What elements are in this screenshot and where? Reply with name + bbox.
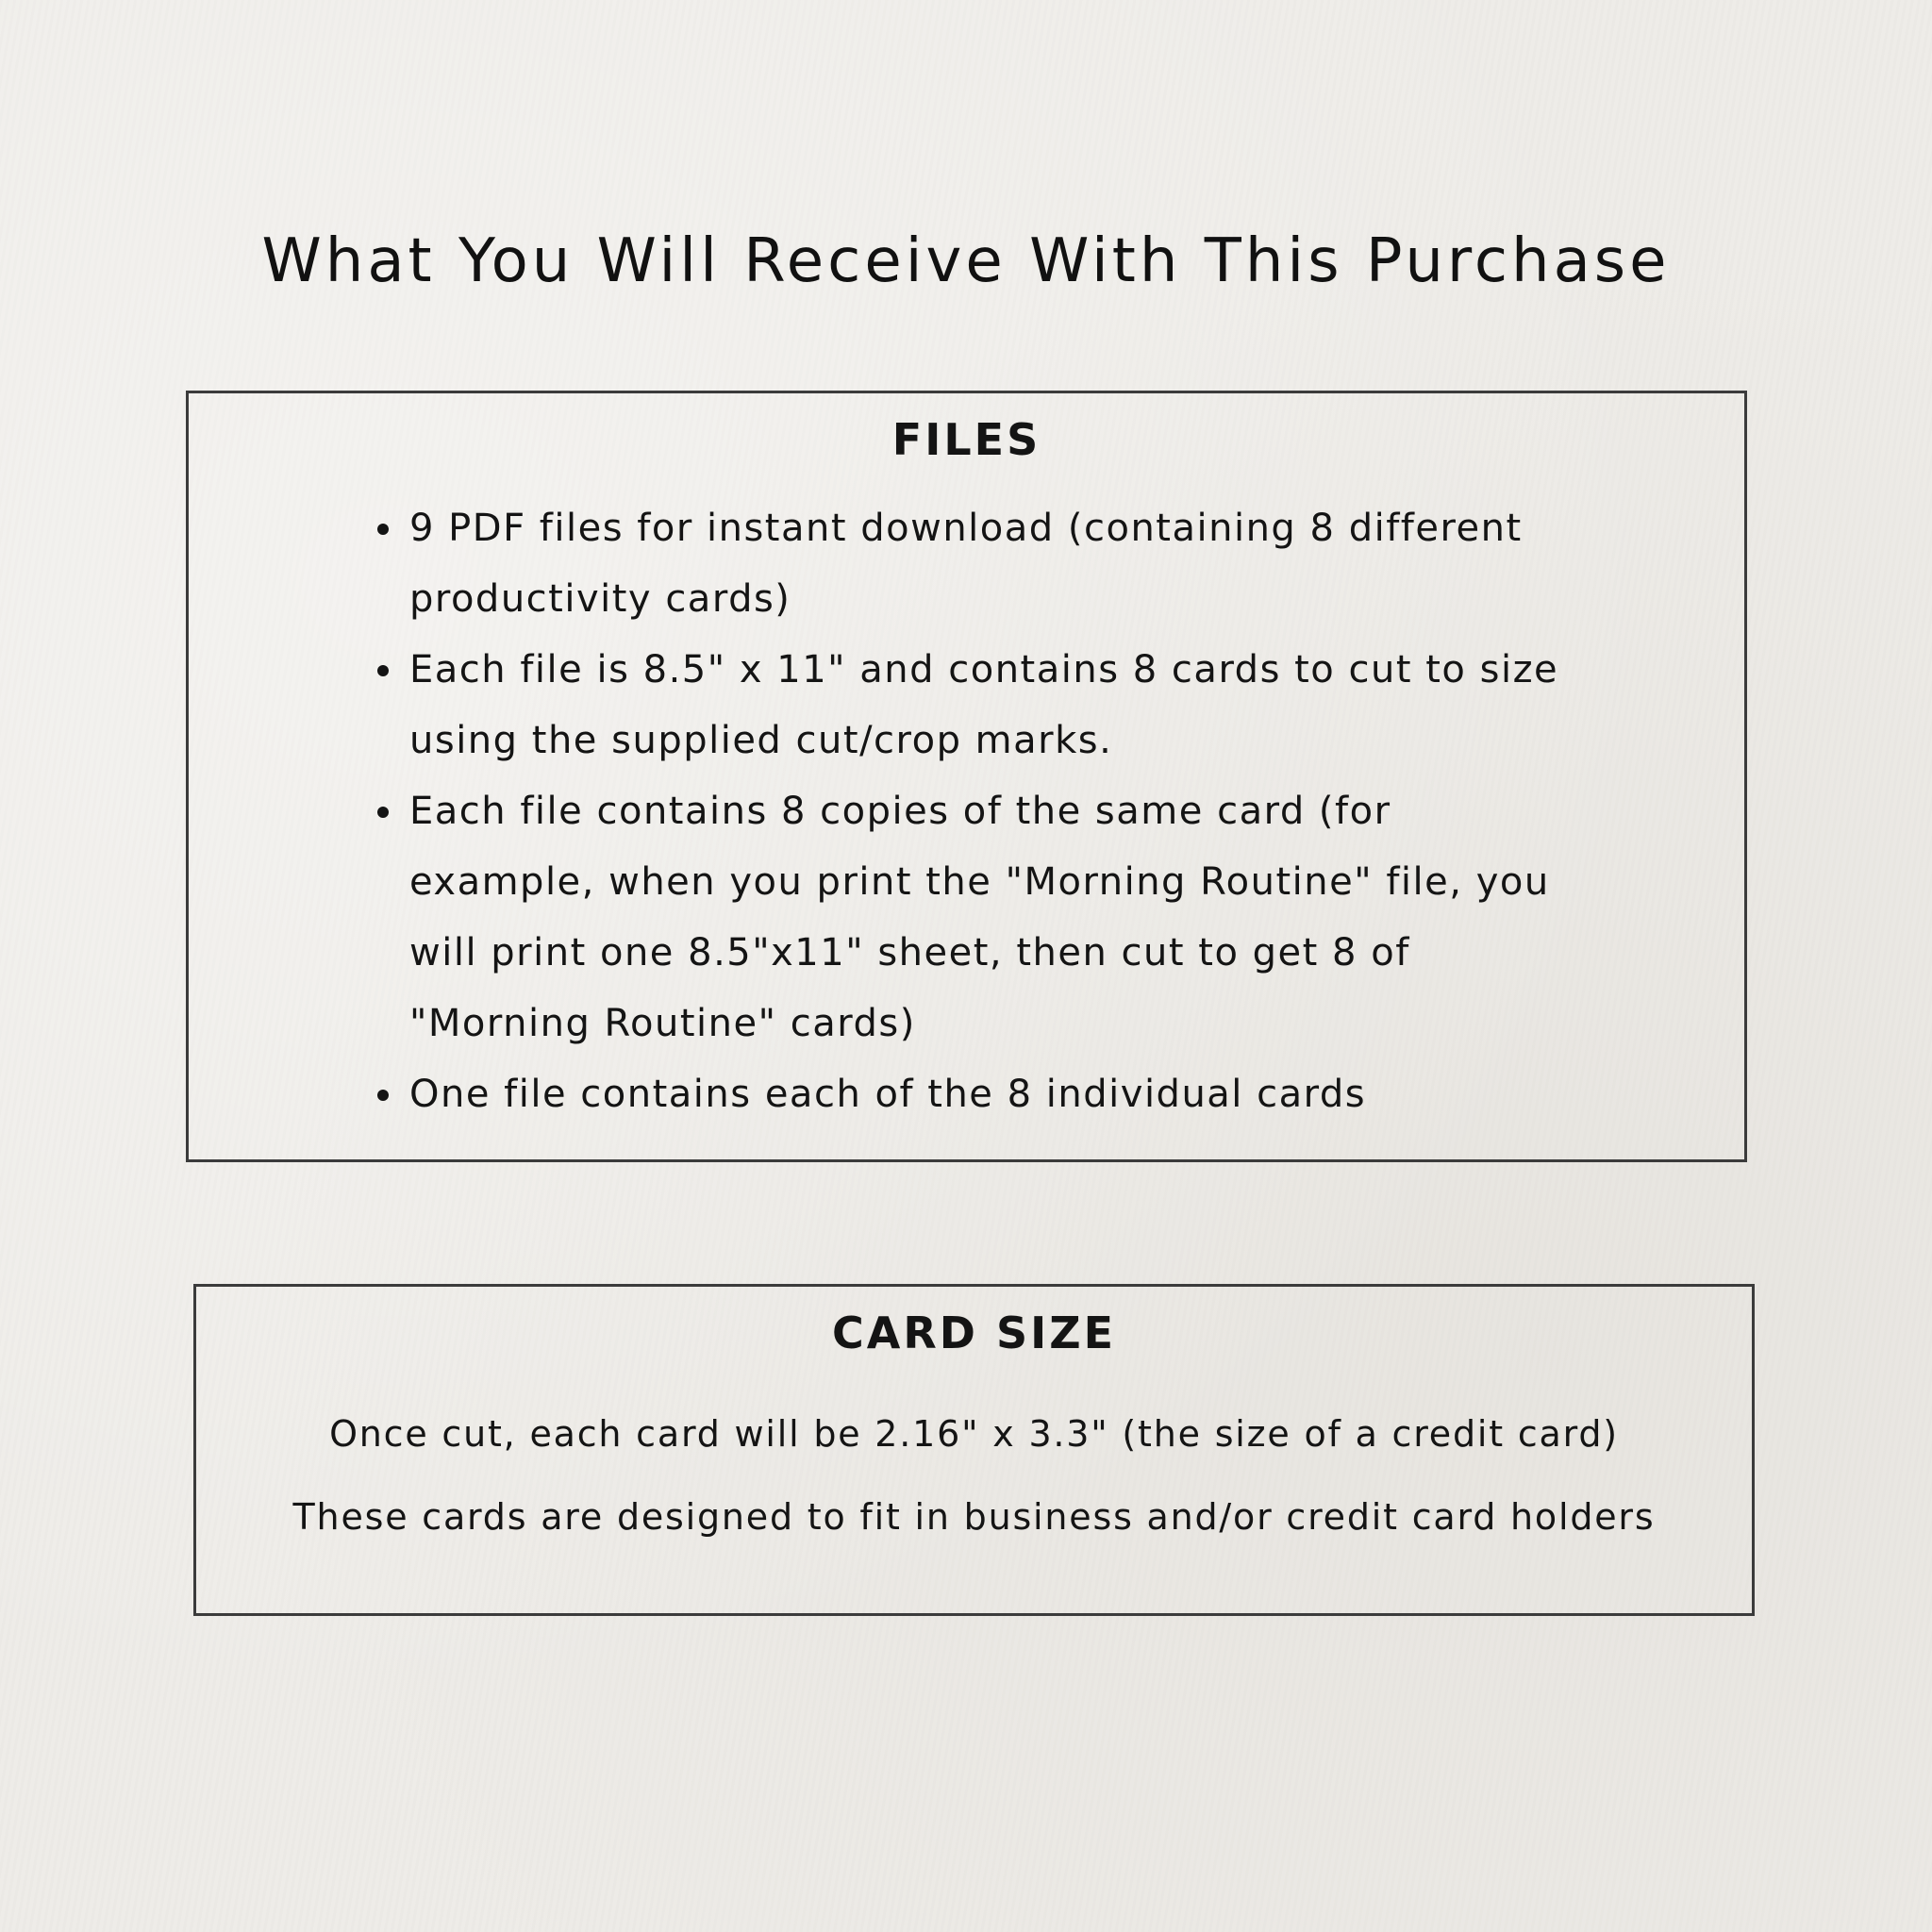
files-heading: FILES <box>891 414 1041 465</box>
bullet-icon <box>377 1090 389 1101</box>
files-section <box>186 391 1747 1162</box>
bullet-icon <box>377 807 389 818</box>
list-item-text: Each file contains 8 copies of the same card (for example, when you print the "Morning Routine" file, you will print one 8.5"x11" sheet, then cut to get 8 of "Morning Routine" cards) <box>409 790 1550 1045</box>
list-item <box>374 1059 1581 1130</box>
card-size-heading: CARD SIZE <box>831 1307 1116 1358</box>
page-title: What You Will Receive With This Purchase <box>261 226 1671 296</box>
card-size-section <box>193 1284 1755 1616</box>
list-item-text: One file contains each of the 8 individual cards <box>409 1073 1367 1116</box>
list-item <box>374 493 1581 635</box>
list-item-text: 9 PDF files for instant download (containing 8 different productivity cards) <box>409 507 1523 621</box>
list-item <box>374 776 1581 1059</box>
bullet-icon <box>377 665 389 676</box>
list-item <box>374 635 1581 776</box>
list-item-text: Each file is 8.5" x 11" and contains 8 cards to cut to size using the supplied cut/crop marks. <box>409 648 1559 762</box>
card-size-line: Once cut, each card will be 2.16" x 3.3" (the size of a credit card) <box>329 1413 1619 1455</box>
card-holder-line: These cards are designed to fit in business and/or credit card holders <box>292 1496 1656 1538</box>
files-list <box>374 493 1581 1130</box>
bullet-icon <box>377 524 389 535</box>
